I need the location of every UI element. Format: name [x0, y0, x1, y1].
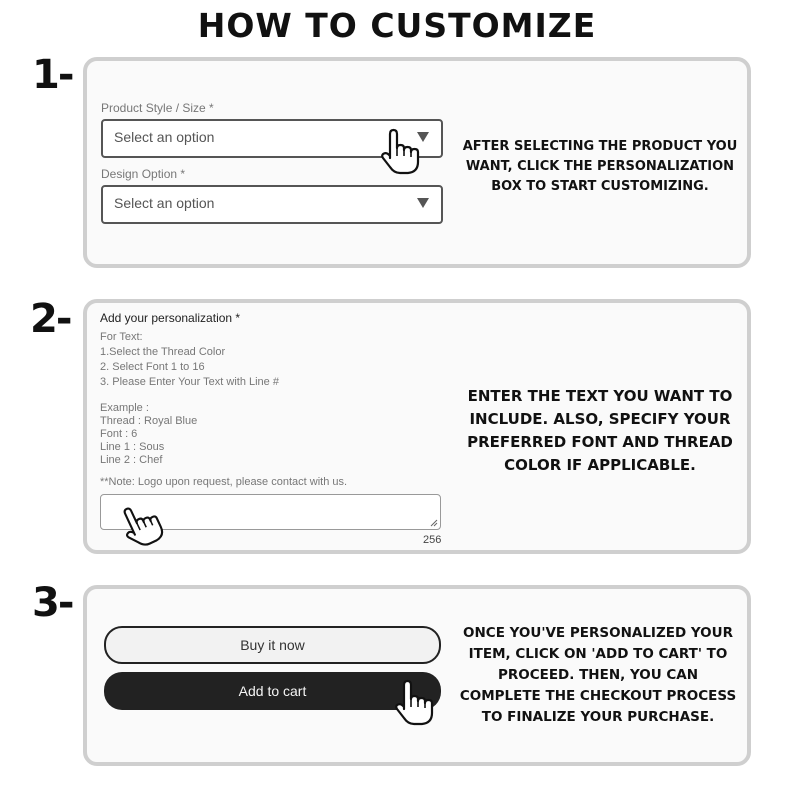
step-2-description-line: PREFERRED FONT AND THREAD: [467, 433, 733, 451]
add-to-cart-button[interactable]: Add to cart: [104, 672, 441, 710]
step-1-description: [455, 137, 745, 197]
step-2-number: 2-: [30, 296, 71, 342]
example-line: Line 2 : Chef: [100, 454, 163, 466]
step-1-number: 1-: [32, 52, 73, 98]
buy-now-button[interactable]: Buy it now: [104, 626, 441, 664]
product-style-label: Product Style / Size *: [101, 101, 214, 115]
personalization-heading: Add your personalization *: [100, 311, 241, 325]
instruction-line: For Text:: [100, 331, 143, 343]
personalization-instructions: [100, 330, 279, 390]
step-3-description: [453, 623, 743, 728]
pointing-hand-icon: [378, 128, 424, 176]
product-style-select-value: Select an option: [114, 129, 215, 145]
step-2-description: [455, 385, 745, 477]
step-2-description-line: INCLUDE. ALSO, SPECIFY YOUR: [469, 410, 731, 428]
step-1-description-line: BOX TO START CUSTOMIZING.: [491, 179, 709, 194]
step-2-panel: [83, 299, 751, 554]
example-line: Example :: [100, 402, 149, 414]
step-3-description-line: ONCE YOU'VE PERSONALIZED YOUR: [463, 625, 733, 641]
step-2-description-line: COLOR IF APPLICABLE.: [504, 456, 696, 474]
step-3-description-line: TO FINALIZE YOUR PURCHASE.: [481, 709, 715, 725]
step-1-description-line: AFTER SELECTING THE PRODUCT YOU: [462, 139, 738, 154]
resize-grip-icon[interactable]: [429, 518, 438, 527]
design-option-label: Design Option *: [101, 167, 186, 181]
character-count: 256: [423, 534, 442, 546]
step-3-description-line: ITEM, CLICK ON 'ADD TO CART' TO: [468, 646, 728, 662]
example-line: Thread : Royal Blue: [100, 415, 198, 427]
pointing-hand-icon: [392, 679, 438, 727]
example-line: Font : 6: [100, 428, 138, 440]
chevron-down-icon: [417, 198, 429, 208]
instruction-line: 1.Select the Thread Color: [100, 346, 226, 358]
design-option-select[interactable]: [101, 185, 443, 224]
step-3-description-line: COMPLETE THE CHECKOUT PROCESS: [459, 688, 737, 704]
step-3-description-line: PROCEED. THEN, YOU CAN: [497, 667, 699, 683]
personalization-note: **Note: Logo upon request, please contact with us.: [100, 476, 348, 488]
instruction-line: 3. Please Enter Your Text with Line #: [100, 376, 279, 388]
step-3-number: 3-: [32, 580, 73, 626]
page-title: HOW TO CUSTOMIZE: [197, 6, 597, 45]
step-3-panel: [83, 585, 751, 766]
personalization-example: [100, 402, 197, 467]
pointing-hand-icon: [120, 502, 164, 548]
step-2-description-line: ENTER THE TEXT YOU WANT TO: [467, 387, 733, 405]
example-line: Line 1 : Sous: [100, 441, 165, 453]
instruction-line: 2. Select Font 1 to 16: [100, 361, 205, 373]
design-option-select-value: Select an option: [114, 195, 215, 211]
step-1-description-line: WANT, CLICK THE PERSONALIZATION: [465, 159, 735, 174]
